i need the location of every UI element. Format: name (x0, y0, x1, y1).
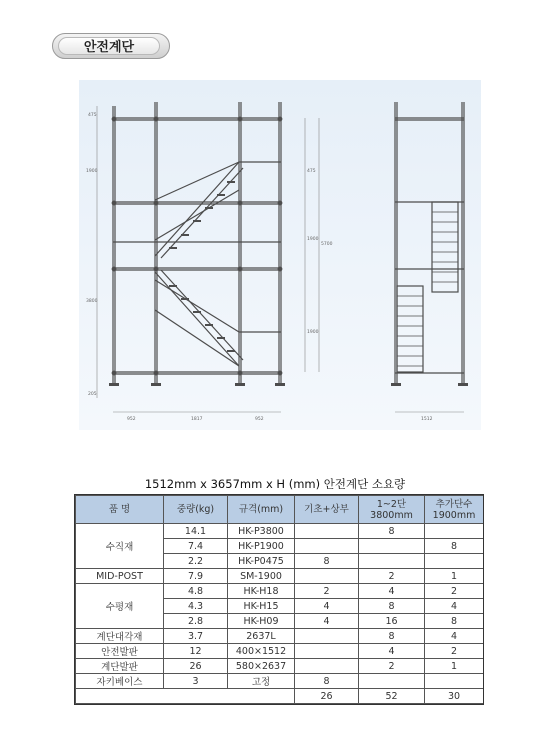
table-row (76, 524, 484, 539)
cell-name: 계단대각재 (76, 629, 164, 644)
joint (238, 201, 243, 206)
cell-spec: 2637L (228, 629, 295, 644)
cell-weight: 12 (164, 644, 228, 659)
cell-tier12 (359, 554, 425, 569)
dim-bay-left: 952 (127, 417, 136, 422)
cell-spec: SM-1900 (228, 569, 295, 584)
parts-table-wrap (75, 495, 483, 704)
jack-base (275, 383, 285, 386)
joint (238, 371, 243, 376)
header-base-top: 기초+상부 (295, 496, 359, 524)
cell-weight: 2.8 (164, 614, 228, 629)
dim-mid-1900-a: 1900 (307, 237, 319, 242)
cell-weight: 7.9 (164, 569, 228, 584)
side-elevation (395, 102, 464, 385)
cell-tier12: 8 (359, 524, 425, 539)
cell-weight: 4.3 (164, 599, 228, 614)
table-header-row (76, 496, 484, 524)
header-tier12 (359, 496, 425, 524)
cell-extra: 1 (425, 659, 484, 674)
dim-bay-center: 1817 (191, 417, 203, 422)
side-stair-upper (432, 202, 458, 292)
header-tier12-line1: 1~2단 (376, 498, 407, 510)
front-jack-bases (109, 383, 285, 386)
cell-extra: 4 (425, 629, 484, 644)
stair-rail-lower (155, 280, 239, 332)
dim-bay-right: 952 (255, 417, 264, 422)
cell-spec: HK-P0475 (228, 554, 295, 569)
cell-base-top (295, 644, 359, 659)
joint (238, 267, 243, 272)
cell-base-top (295, 569, 359, 584)
stair-rail-upper-2 (155, 190, 239, 240)
joint (112, 371, 117, 376)
cell-name: 수평재 (76, 584, 164, 629)
cell-weight: 26 (164, 659, 228, 674)
cell-tier12: 8 (359, 599, 425, 614)
cell-name: MID-POST (76, 569, 164, 584)
header-spec: 규격(mm) (228, 496, 295, 524)
cell-spec: 580×2637 (228, 659, 295, 674)
table-row (76, 674, 484, 689)
cell-base-top: 4 (295, 599, 359, 614)
cell-extra (425, 554, 484, 569)
joint-nodes (112, 117, 283, 376)
cell-weight: 14.1 (164, 524, 228, 539)
cell-spec: HK-H09 (228, 614, 295, 629)
cell-tier12: 16 (359, 614, 425, 629)
joint (154, 201, 159, 206)
side-dim-width: 1512 (421, 417, 433, 422)
cell-tier12: 4 (359, 644, 425, 659)
parts-table (75, 495, 484, 704)
section-title-badge (52, 33, 170, 59)
joint (238, 117, 243, 122)
joint (112, 117, 117, 122)
cell-extra: 2 (425, 644, 484, 659)
dim-upper: 1900 (86, 169, 98, 174)
side-stair-lower (397, 286, 423, 372)
spec-title: 1512mm x 3657mm x H (mm) 안전계단 소요량 (144, 477, 406, 491)
cell-spec: 400×1512 (228, 644, 295, 659)
front-elevation (113, 102, 281, 385)
side-jack-bases (391, 383, 468, 386)
cell-weight: 2.2 (164, 554, 228, 569)
jack-base (151, 383, 161, 386)
header-extra (425, 496, 484, 524)
cell-base-top: 8 (295, 554, 359, 569)
front-dim-labels (86, 112, 333, 422)
joint (154, 371, 159, 376)
cell-spec: HK-P3800 (228, 524, 295, 539)
dim-mid-1900-b: 1900 (307, 330, 319, 335)
total-extra: 30 (425, 689, 484, 704)
cell-extra: 8 (425, 614, 484, 629)
cell-name: 안전발판 (76, 644, 164, 659)
cell-spec: HK-H15 (228, 599, 295, 614)
cell-base-top (295, 629, 359, 644)
table-row (76, 659, 484, 674)
cell-name: 계단발판 (76, 659, 164, 674)
joint (278, 117, 283, 122)
table-row (76, 629, 484, 644)
joint (278, 371, 283, 376)
cell-weight: 3 (164, 674, 228, 689)
table-total-row (76, 689, 484, 704)
table-row (76, 584, 484, 599)
joint (278, 267, 283, 272)
cell-extra: 1 (425, 569, 484, 584)
stair-stringer-lower-b (161, 270, 243, 360)
cell-tier12: 8 (359, 629, 425, 644)
cell-base-top (295, 659, 359, 674)
dim-bottom: 205 (88, 392, 97, 397)
header-extra-line1: 추가단수 (435, 498, 473, 510)
cell-base-top (295, 524, 359, 539)
joint (112, 201, 117, 206)
side-stair-steps (397, 212, 458, 366)
cell-spec: 고정 (228, 674, 295, 689)
cell-tier12: 2 (359, 659, 425, 674)
cell-extra: 2 (425, 584, 484, 599)
cell-base-top (295, 539, 359, 554)
cell-weight: 7.4 (164, 539, 228, 554)
header-name: 품 명 (76, 496, 164, 524)
header-weight: 중량(kg) (164, 496, 228, 524)
cell-tier12 (359, 674, 425, 689)
cell-base-top: 2 (295, 584, 359, 599)
header-extra-line2: 1900mm (432, 509, 476, 521)
section-title: 안전계단 (83, 40, 135, 55)
joint (154, 267, 159, 272)
joint (278, 201, 283, 206)
dim-top: 475 (88, 113, 97, 118)
header-tier12-line2: 3800mm (370, 509, 413, 521)
cell-base-top: 4 (295, 614, 359, 629)
dim-total: 5700 (321, 242, 333, 247)
cell-tier12: 4 (359, 584, 425, 599)
front-dimension-lines (97, 106, 319, 412)
jack-base (109, 383, 119, 386)
cell-extra: 4 (425, 599, 484, 614)
table-row (76, 569, 484, 584)
cell-extra: 8 (425, 539, 484, 554)
total-base-top: 26 (295, 689, 359, 704)
stair-rail-upper (155, 162, 239, 200)
total-label-cell (76, 689, 295, 704)
cell-weight: 3.7 (164, 629, 228, 644)
cell-spec: HK-H18 (228, 584, 295, 599)
cell-name: 수직재 (76, 524, 164, 569)
cell-spec: HK-P1900 (228, 539, 295, 554)
table-row (76, 644, 484, 659)
jack-base (235, 383, 245, 386)
scaffold-drawing (79, 80, 481, 430)
total-tier12: 52 (359, 689, 425, 704)
cell-tier12: 2 (359, 569, 425, 584)
jack-base (391, 383, 401, 386)
cell-extra (425, 524, 484, 539)
jack-base (458, 383, 468, 386)
cell-name: 자키베이스 (76, 674, 164, 689)
cell-tier12 (359, 539, 425, 554)
dim-lower: 3800 (86, 299, 98, 304)
joint (112, 267, 117, 272)
cell-weight: 4.8 (164, 584, 228, 599)
joint (154, 117, 159, 122)
dim-mid-475: 475 (307, 169, 316, 174)
drawing-panel (79, 80, 481, 430)
cell-base-top: 8 (295, 674, 359, 689)
cell-extra (425, 674, 484, 689)
